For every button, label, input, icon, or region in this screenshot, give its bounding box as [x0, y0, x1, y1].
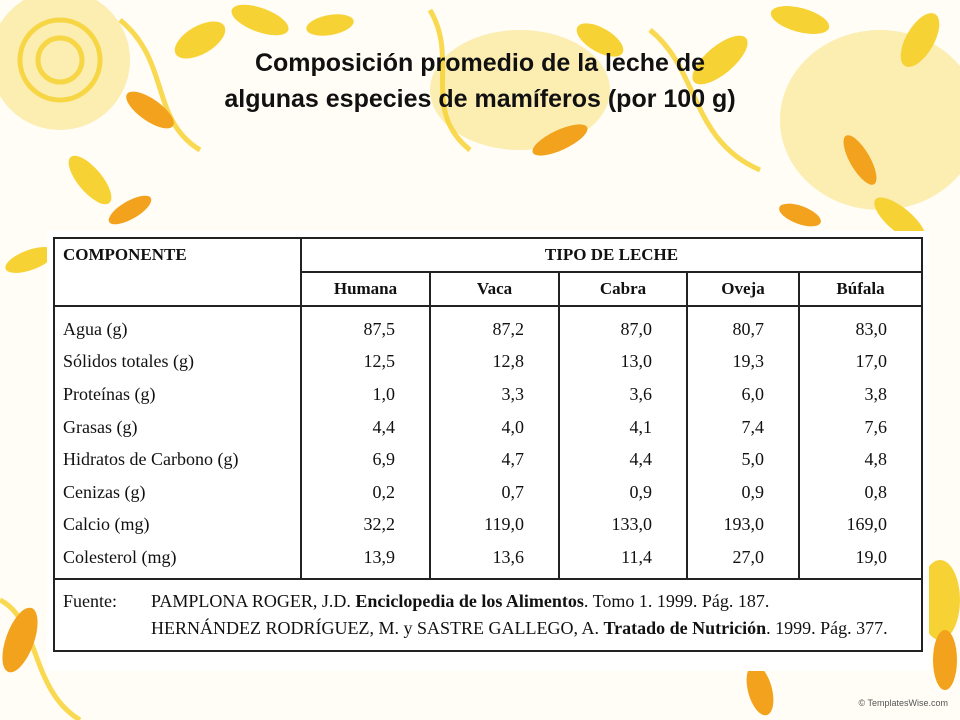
table-cell: 3,6 — [559, 378, 687, 411]
row-label: Colesterol (mg) — [54, 541, 301, 579]
table-cell: 87,2 — [430, 306, 559, 346]
table-cell: 193,0 — [687, 509, 799, 542]
table-cell: 12,5 — [301, 346, 430, 379]
header-vaca: Vaca — [430, 272, 559, 306]
table-cell: 87,5 — [301, 306, 430, 346]
slide-title-line1: Composición promedio de la leche de — [254, 49, 706, 77]
table-cell: 133,0 — [559, 509, 687, 542]
table-row — [54, 443, 922, 476]
source-label: Fuente: — [63, 590, 117, 611]
table-cell: 0,9 — [687, 476, 799, 509]
table-cell: 19,3 — [687, 346, 799, 379]
source-1-title: Enciclopedia de los Alimentos — [355, 590, 584, 611]
table-cell: 4,4 — [559, 443, 687, 476]
source-2-author: HERNÁNDEZ RODRÍGUEZ, M. y SASTRE GALLEGO, A. — [151, 617, 604, 638]
slide-title-line2: algunas especies de mamíferos (por 100 g) — [224, 85, 736, 113]
source-1-rest: . Tomo 1. 1999. Pág. 187. — [583, 590, 770, 611]
copyright-note: © TemplatesWise.com — [858, 698, 948, 708]
table-cell: 13,9 — [301, 541, 430, 579]
row-label: Agua (g) — [54, 306, 301, 346]
row-label: Proteínas (g) — [54, 378, 301, 411]
table-cell: 32,2 — [301, 509, 430, 542]
row-label: Calcio (mg) — [54, 509, 301, 542]
table-cell: 4,1 — [559, 411, 687, 444]
table-cell: 119,0 — [430, 509, 559, 542]
milk-composition-table — [53, 237, 923, 652]
source-reference-2 — [63, 615, 913, 642]
table-cell: 11,4 — [559, 541, 687, 579]
header-oveja: Oveja — [687, 272, 799, 306]
table-cell: 13,6 — [430, 541, 559, 579]
table-row — [54, 411, 922, 444]
table-cell: 3,8 — [799, 378, 922, 411]
header-tipo-de-leche: TIPO DE LECHE — [301, 238, 922, 272]
table-cell: 83,0 — [799, 306, 922, 346]
header-cabra: Cabra — [559, 272, 687, 306]
table-cell: 19,0 — [799, 541, 922, 579]
table-row — [54, 509, 922, 542]
header-humana: Humana — [301, 272, 430, 306]
table-cell: 0,9 — [559, 476, 687, 509]
table-cell: 1,0 — [301, 378, 430, 411]
table-cell: 4,7 — [430, 443, 559, 476]
table-row — [54, 476, 922, 509]
table-cell: 0,2 — [301, 476, 430, 509]
table-cell: 13,0 — [559, 346, 687, 379]
source-2-rest: . 1999. Pág. 377. — [766, 617, 888, 638]
row-label: Cenizas (g) — [54, 476, 301, 509]
table-row — [54, 541, 922, 579]
table-cell: 0,7 — [430, 476, 559, 509]
table-cell: 5,0 — [687, 443, 799, 476]
table-row — [54, 378, 922, 411]
row-label: Hidratos de Carbono (g) — [54, 443, 301, 476]
header-bufala: Búfala — [799, 272, 922, 306]
source-2-title: Tratado de Nutrición — [603, 617, 767, 638]
table-row — [54, 346, 922, 379]
table-cell: 6,9 — [301, 443, 430, 476]
table-cell: 17,0 — [799, 346, 922, 379]
table-cell: 0,8 — [799, 476, 922, 509]
milk-composition-table-card — [47, 231, 929, 671]
table-cell: 4,8 — [799, 443, 922, 476]
source-row — [54, 579, 922, 651]
table-cell: 6,0 — [687, 378, 799, 411]
source-cell — [54, 579, 922, 651]
row-label: Sólidos totales (g) — [54, 346, 301, 379]
source-text-1 — [151, 588, 769, 615]
table-cell: 80,7 — [687, 306, 799, 346]
source-1-author: PAMPLONA ROGER, J.D. — [151, 590, 356, 611]
table-row — [54, 306, 922, 346]
table-cell: 4,0 — [430, 411, 559, 444]
table-cell: 87,0 — [559, 306, 687, 346]
source-reference-1 — [63, 588, 913, 615]
row-label: Grasas (g) — [54, 411, 301, 444]
header-componente: COMPONENTE — [54, 238, 301, 306]
source-text-2 — [151, 615, 888, 642]
table-cell: 27,0 — [687, 541, 799, 579]
table-cell: 4,4 — [301, 411, 430, 444]
table-cell: 169,0 — [799, 509, 922, 542]
table-cell: 7,6 — [799, 411, 922, 444]
table-cell: 12,8 — [430, 346, 559, 379]
table-cell: 3,3 — [430, 378, 559, 411]
slide-title — [120, 45, 840, 117]
table-cell: 7,4 — [687, 411, 799, 444]
